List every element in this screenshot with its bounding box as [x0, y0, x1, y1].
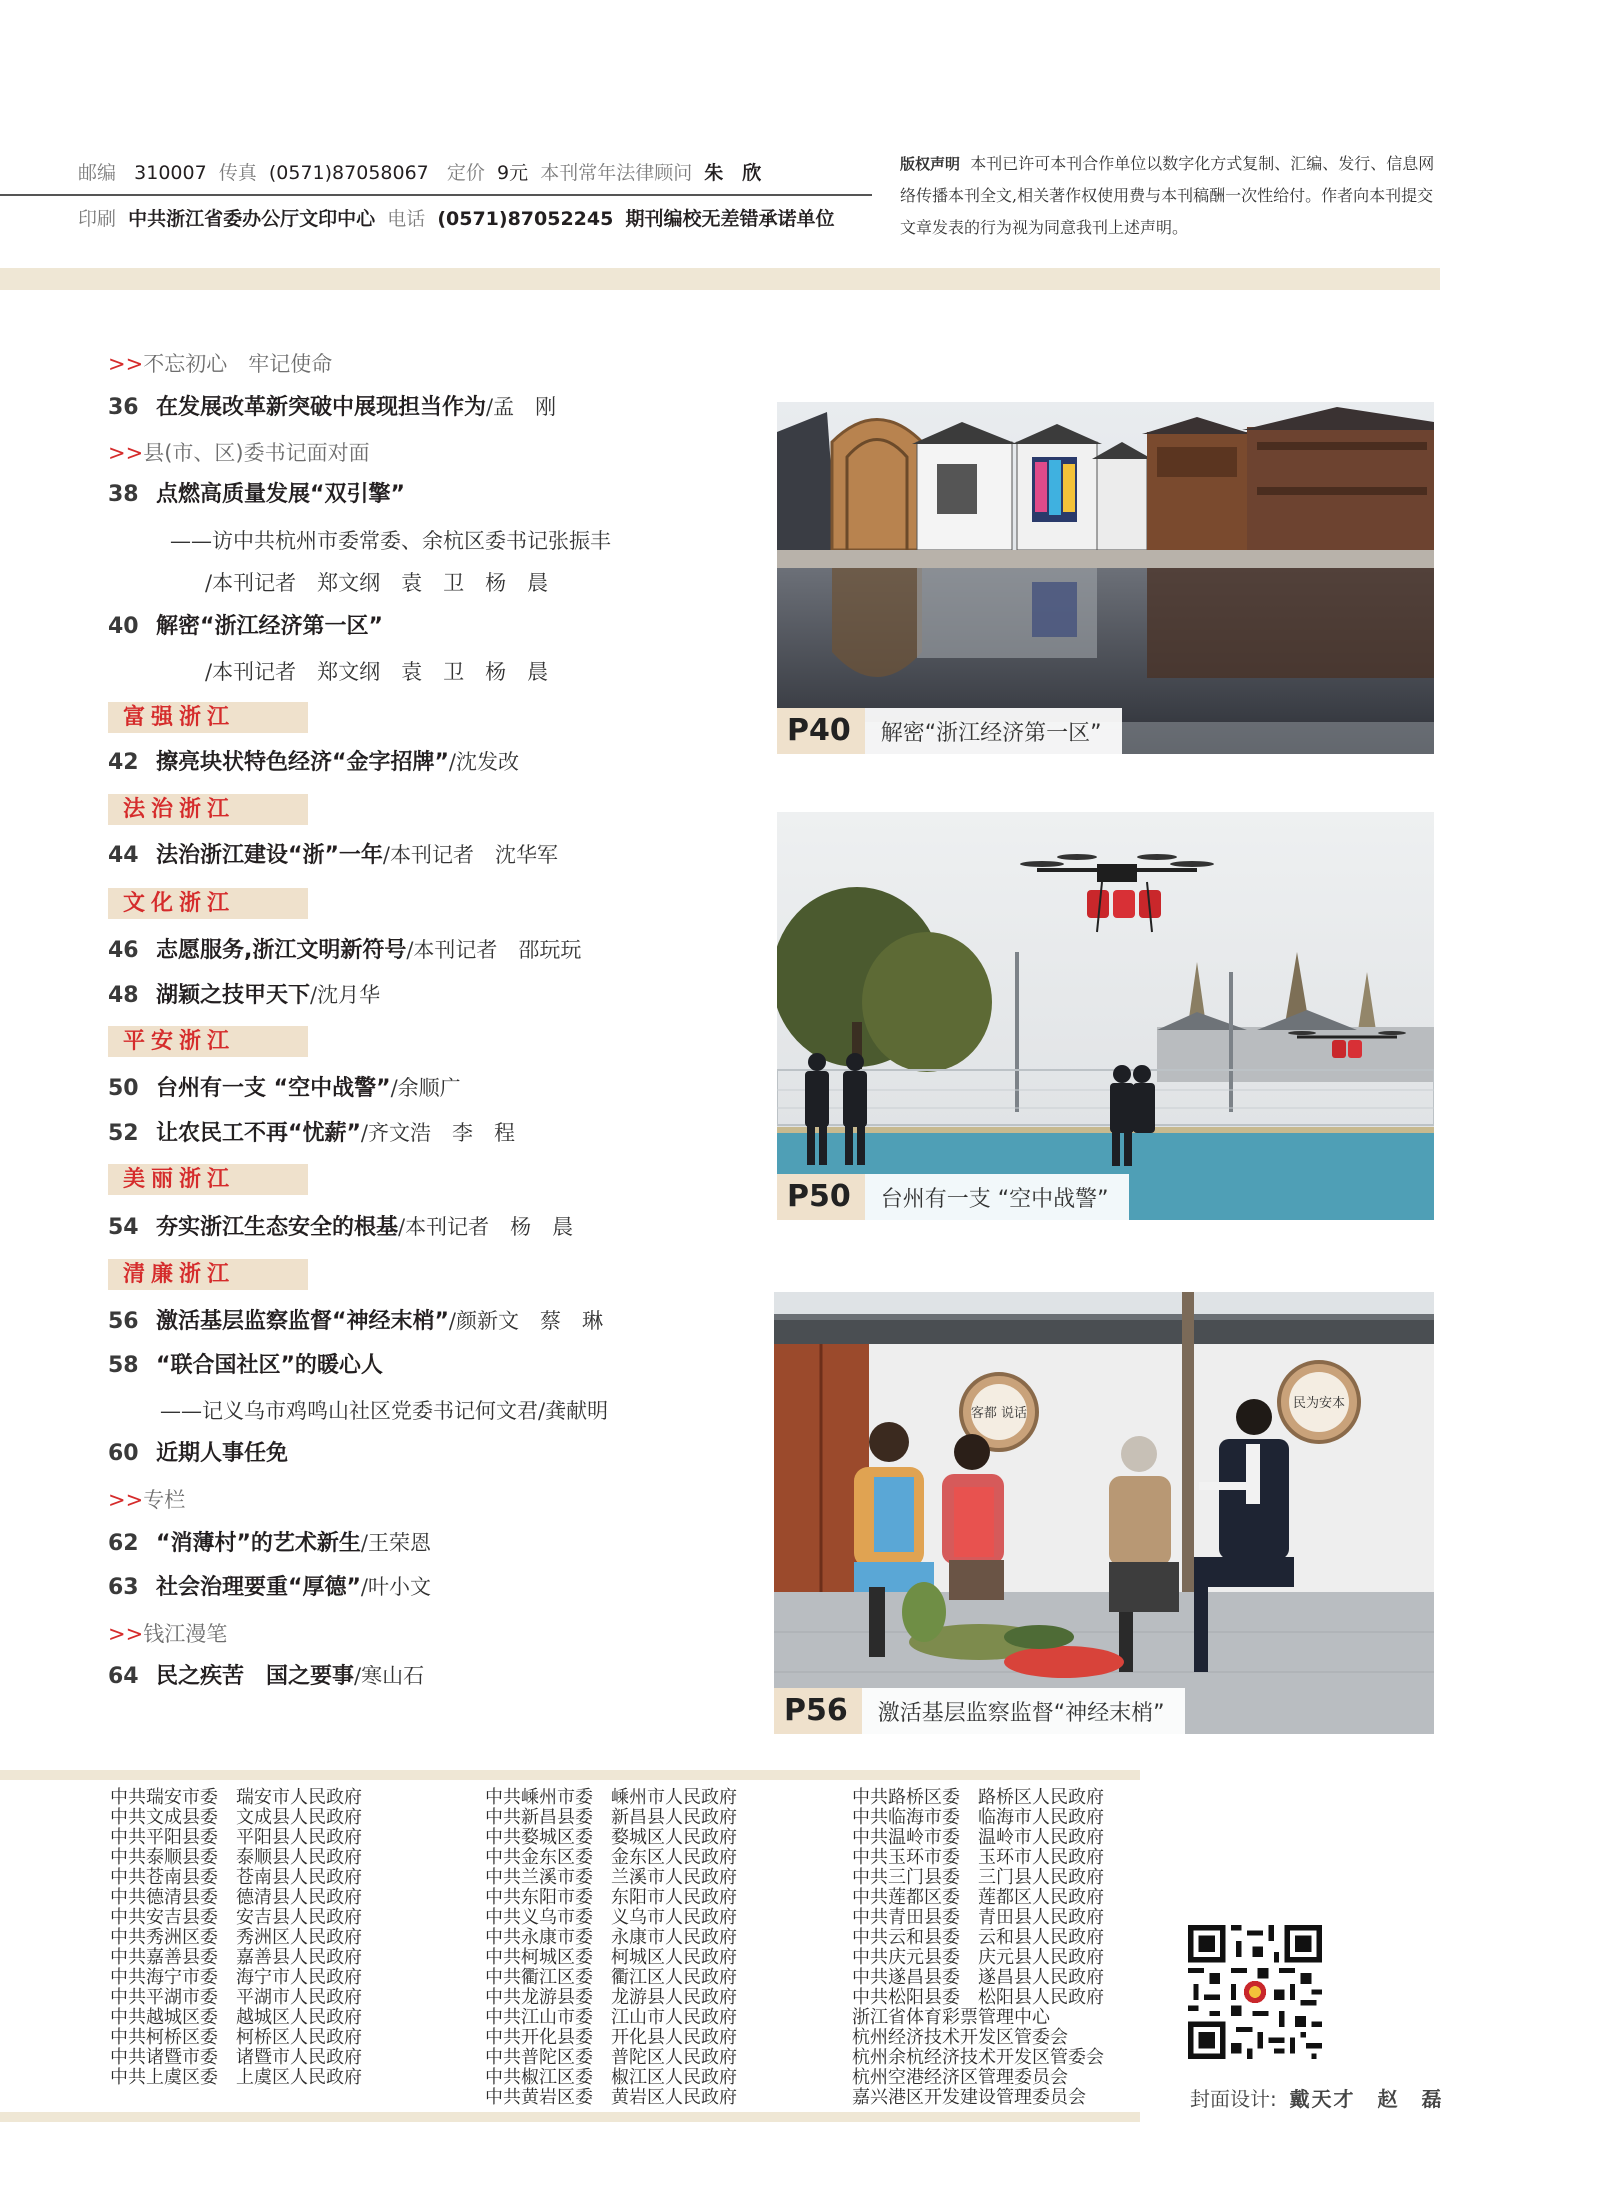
photo-caption — [777, 708, 1122, 754]
column-label: 文化浙江 — [108, 888, 308, 919]
publication-info-row — [78, 158, 761, 185]
arrow-icon: >> — [108, 352, 144, 376]
copyright-title: 版权声明 — [900, 155, 961, 173]
phone: (0571)87052245 — [437, 208, 614, 230]
copyright-text: 本刊已许可本刊合作单位以数字化方式复制、汇编、发行、信息网络传播本刊全文,相关著作权使用费与本刊稿酬一次性给付。作者向本刊提交文章发表的行为视为同意我刊上述声明。 — [900, 154, 1435, 237]
photo-p56-image — [774, 1292, 1434, 1734]
column-label: 平安浙江 — [108, 1026, 308, 1057]
plaque-text: 民为安本 — [1292, 1396, 1346, 1411]
photo-p40-town-reflection[interactable] — [777, 402, 1434, 754]
printing-info-row — [78, 204, 834, 231]
price-label: 定价 — [446, 162, 485, 184]
toc-author: /本刊记者 郑文纲 袁 卫 杨 晨 — [205, 571, 549, 595]
fax: (0571)87058067 — [268, 162, 429, 184]
sponsor-list-col-2: 中共嵊州市委 嵊州市人民政府 中共新昌县委 新昌县人民政府 中共婺城区委 婺城区人民政府 中共金东区委 金东区人民政府 中共兰溪市委 兰溪市人民政府 中共东阳市委 东阳市人民政府 中共义乌市委 义乌市人民政府 中共永康市委 永康市人民政府 中共柯城区委 柯城区人民政府 中共衢江区委 衢江区人民政府 中共龙游县委 龙游县人民政府 中共江山市委 江山市人民政府 中共开化县委 开化县人民政府 中共普陀区委 普陀区人民政府 中共椒江区委 椒江区人民政府 中共黄岩区委 黄岩区人民政府 — [485, 1787, 737, 2108]
caption-text: 解密“浙江经济第一区” — [880, 720, 1102, 746]
column-label: 清廉浙江 — [108, 1259, 308, 1290]
cover-designer-names: 戴天才 赵 磊 — [1289, 2087, 1444, 2111]
printer-label: 印刷 — [78, 208, 117, 230]
column-label: 富强浙江 — [108, 702, 308, 733]
toc-entry[interactable]: 48 湖颖之技甲天下/沈月华 — [108, 983, 381, 1008]
toc-entry[interactable]: 50 台州有一支 “空中战警”/余顺广 — [108, 1076, 461, 1101]
postcode: 310007 — [134, 162, 207, 184]
cover-designer — [1190, 2083, 1443, 2112]
toc-entry[interactable]: 63 社会治理要重“厚德”/叶小文 — [108, 1575, 431, 1600]
toc-entry[interactable]: 46 志愿服务,浙江文明新符号/本刊记者 邵玩玩 — [108, 938, 582, 963]
pledge: 期刊编校无差错承诺单位 — [625, 208, 835, 230]
toc-entry[interactable]: 58 “联合国社区”的暖心人 — [108, 1353, 383, 1378]
page-tag: P50 — [777, 1174, 865, 1220]
caption-text: 激活基层监察监督“神经末梢” — [877, 1700, 1165, 1726]
counsel-label: 本刊常年法律顾问 — [540, 162, 693, 184]
footer-band-bottom — [0, 2112, 1140, 2122]
photo-caption — [774, 1688, 1185, 1734]
footer-band-top — [0, 1770, 1140, 1780]
caption-text: 台州有一支 “空中战警” — [880, 1186, 1109, 1212]
qr-code-icon[interactable] — [1188, 1925, 1322, 2059]
photo-p56-community-meeting[interactable] — [774, 1292, 1434, 1734]
photo-p50-drone-police[interactable] — [777, 812, 1434, 1220]
sponsor-list-col-3: 中共路桥区委 路桥区人民政府 中共临海市委 临海市人民政府 中共温岭市委 温岭市人民政府 中共玉环市委 玉环市人民政府 中共三门县委 三门县人民政府 中共莲都区委 莲都区人民政府 中共青田县委 青田县人民政府 中共云和县委 云和县人民政府 中共庆元县委 庆元县人民政府 中共遂昌县委 遂昌县人民政府 中共松阳县委 松阳县人民政府 浙江省体育彩票管理中心 杭州经济技术开发区管委会 杭州余杭经济技术开发区管委会 杭州空港经济区管理委员会 嘉兴港区开发建设管理委员会 — [852, 1787, 1104, 2108]
postcode-label: 邮编 — [78, 162, 117, 184]
toc-entry[interactable]: 38 点燃高质量发展“双引擎” — [108, 482, 405, 507]
toc-entry[interactable]: 36 在发展改革新突破中展现担当作为/孟 刚 — [108, 395, 557, 420]
toc-entry[interactable]: 42 擦亮块状特色经济“金字招牌”/沈发改 — [108, 750, 519, 775]
arrow-icon: >> — [108, 441, 144, 465]
toc-subtitle: ——访中共杭州市委常委、余杭区委书记张振丰 — [170, 529, 611, 553]
cover-designer-label: 封面设计: — [1190, 2087, 1277, 2111]
toc-entry[interactable]: 52 让农民工不再“忧薪”/齐文浩 李 程 — [108, 1121, 515, 1146]
page-tag: P40 — [777, 708, 865, 754]
page-tag: P56 — [774, 1688, 862, 1734]
toc-entry[interactable]: 40 解密“浙江经济第一区” — [108, 614, 383, 639]
arrow-icon: >> — [108, 1622, 144, 1646]
printer: 中共浙江省委办公厅文印中心 — [128, 208, 376, 230]
section-heading: >>专栏 — [108, 1488, 186, 1512]
photo-p40-image — [777, 402, 1434, 754]
toc-entry[interactable]: 44 法治浙江建设“浙”一年/本刊记者 沈华军 — [108, 843, 558, 868]
arrow-icon: >> — [108, 1488, 144, 1512]
fax-label: 传真 — [218, 162, 257, 184]
toc-author: /本刊记者 郑文纲 袁 卫 杨 晨 — [205, 660, 549, 684]
photo-p50-image — [777, 812, 1434, 1220]
toc-entry[interactable]: 64 民之疾苦 国之要事/寒山石 — [108, 1664, 425, 1689]
toc-entry[interactable]: 62 “消薄村”的艺术新生/王荣恩 — [108, 1531, 431, 1556]
toc-entry[interactable]: 54 夯实浙江生态安全的根基/本刊记者 杨 晨 — [108, 1215, 574, 1240]
column-label: 美丽浙江 — [108, 1164, 308, 1195]
toc-entry[interactable]: 60 近期人事任免 — [108, 1441, 289, 1466]
column-label: 法治浙江 — [108, 794, 308, 825]
price: 9元 — [497, 162, 529, 184]
photo-caption — [777, 1174, 1129, 1220]
toc-entry[interactable]: 56 激活基层监察监督“神经末梢”/颜新文 蔡 琳 — [108, 1309, 603, 1334]
section-heading: >>钱江漫笔 — [108, 1622, 228, 1646]
toc-subtitle: ——记义乌市鸡鸣山社区党委书记何文君/龚献明 — [160, 1399, 609, 1423]
section-heading: >>不忘初心 牢记使命 — [108, 352, 333, 376]
header-divider — [0, 194, 872, 196]
plaque-text: 客都 说话 — [970, 1406, 1028, 1421]
top-band — [0, 268, 1440, 290]
section-heading: >>县(市、区)委书记面对面 — [108, 441, 370, 465]
sponsor-list-col-1: 中共瑞安市委 瑞安市人民政府 中共文成县委 文成县人民政府 中共平阳县委 平阳县人民政府 中共泰顺县委 泰顺县人民政府 中共苍南县委 苍南县人民政府 中共德清县委 德清县人民政府 中共安吉县委 安吉县人民政府 中共秀洲区委 秀洲区人民政府 中共嘉善县委 嘉善县人民政府 中共海宁市委 海宁市人民政府 中共平湖市委 平湖市人民政府 中共越城区委 越城区人民政府 中共柯桥区委 柯桥区人民政府 中共诸暨市委 诸暨市人民政府 中共上虞区委 上虞区人民政府 — [110, 1787, 362, 2088]
phone-label: 电话 — [387, 208, 426, 230]
counsel-name: 朱 欣 — [704, 162, 762, 184]
copyright-notice — [900, 148, 1440, 244]
